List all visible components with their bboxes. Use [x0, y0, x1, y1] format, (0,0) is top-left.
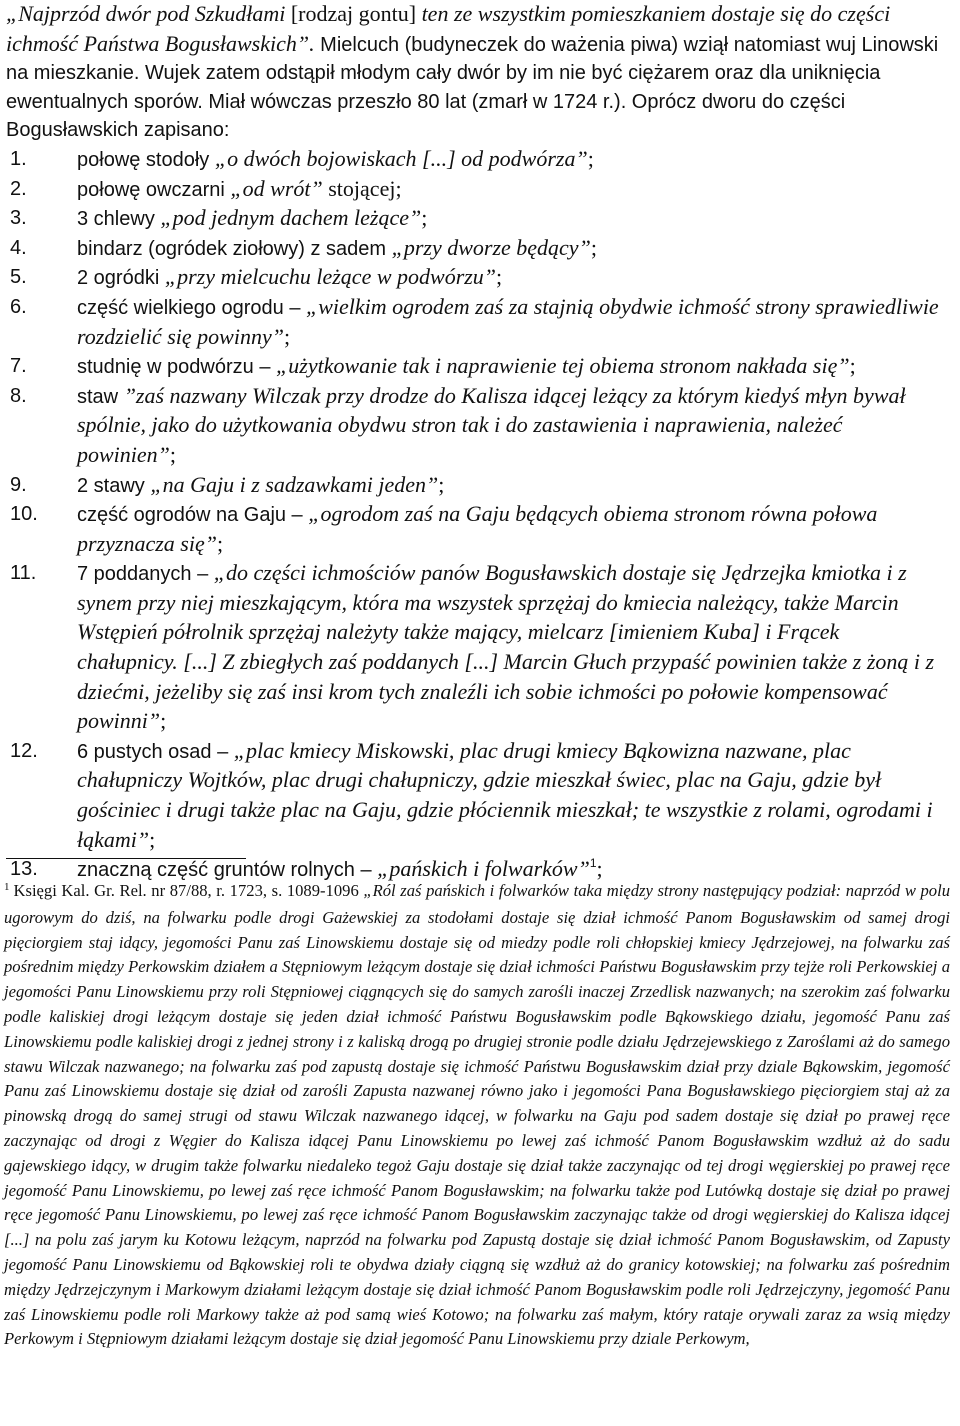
- footnote-separator: [6, 858, 246, 859]
- item-number: 2.: [10, 177, 27, 200]
- item-quote: „pod jednym dachem leżące”: [160, 205, 422, 231]
- list-item: [0, 175, 945, 205]
- item-punctuation: ;: [283, 323, 291, 349]
- intro-paragraph: [0, 0, 945, 145]
- item-number: 7.: [10, 355, 27, 378]
- intro-bracket-note: [rodzaj gontu]: [285, 1, 422, 26]
- item-punctuation: ;: [216, 530, 224, 556]
- list-item: [0, 204, 945, 234]
- item-quote: „do części ichmościów panów Bogusławskich dostaje się Jędrzejka kmiotka i z synem przy niej mieszkającym, która ma wszystek sprzężaj do kmiecia należący, także Marcin Wstępień półrolnik sprzężaj należyty także mający, mielcarz [imieniem Kuba] i Frącek chałupnicy. [...] Z zbiegłych zaś poddanych [...] Marcin Głuch przypaść powinien także z żoną i z dziećmi, jeżeliby się zaś insi krom tych znaleźli ich sobie ichmości po połowie kompensować powinni”: [77, 560, 935, 734]
- item-punctuation: ;: [496, 264, 503, 290]
- item-quote: „na Gaju i z sadzawkami jeden”: [150, 471, 439, 497]
- item-text: 2 stawy: [77, 474, 151, 497]
- item-text: znaczną część gruntów rolnych –: [77, 859, 378, 882]
- item-quote: „o dwóch bojowiskach [...] od podwórza”: [214, 145, 588, 171]
- list-item: [0, 234, 945, 264]
- list-item: [0, 471, 945, 501]
- list-item: [0, 500, 945, 559]
- item-punctuation: ;: [169, 441, 177, 467]
- intro-quote-1: „Najprzód dwór pod Szkudłami: [6, 1, 286, 26]
- list-item: [0, 145, 945, 175]
- item-quote: „pańskich i folwarków”: [377, 856, 590, 882]
- list-item: [0, 263, 945, 293]
- item-number: 13.: [10, 858, 38, 881]
- item-number: 12.: [10, 739, 38, 762]
- item-text: bindarz (ogródek ziołowy) z sadem: [77, 237, 392, 260]
- intro-body: Mielcuch (budyneczek do ważenia piwa) wziął natomiast wuj Linowski na mieszkanie. Wujek zatem odstąpił młodym cały dwór by im nie być ciężarem oraz dla uniknięcia ewentualnych sporów. Miał wówczas przeszło 80 lat (zmarł w 1724 r.). Oprócz dworu do części Bogusławskich zapisano:: [6, 33, 939, 142]
- item-punctuation: ;: [438, 471, 445, 497]
- item-number: 4.: [10, 236, 27, 259]
- item-number: 9.: [10, 473, 27, 496]
- item-text: 6 pustych osad –: [77, 740, 234, 763]
- item-text: 3 chlewy: [77, 208, 161, 231]
- item-punctuation: ;: [149, 826, 156, 852]
- item-punctuation: ;: [590, 234, 597, 260]
- list-item: [0, 293, 945, 352]
- footnote-reference[interactable]: 1: [589, 855, 597, 870]
- item-number: 11.: [10, 562, 37, 585]
- item-quote: „przy dworze będący”: [391, 234, 591, 260]
- item-text: część wielkiego ogrodu –: [77, 296, 307, 319]
- item-number: 10.: [10, 503, 38, 526]
- item-quote: „od wrót”: [230, 175, 323, 201]
- item-punctuation: ;: [596, 856, 603, 882]
- list-item: [0, 737, 945, 855]
- list-item: [0, 382, 945, 471]
- item-punctuation: ;: [421, 205, 428, 231]
- item-text: połowę owczarni: [77, 178, 231, 201]
- item-quote: „plac kmiecy Miskowski, plac drugi kmiecy Bąkowizna nazwane, plac chałupniczy Wojtków, plac drugi chałupniczy, gdzie mieszkał świec, plac na Gaju, gdzie był gościniec i drugi także plac na Gaju, gdzie płóciennik mieszkał; te wszystkie z rolami, ogrodami i łąkami”: [77, 737, 933, 852]
- item-punctuation: ;: [849, 353, 856, 379]
- item-number: 5.: [10, 266, 27, 289]
- intro-quote-2: ten ze wszystkim pomieszkaniem dostaje się do części ichmość Państwa Bogusławskich”.: [6, 1, 891, 56]
- item-number: 3.: [10, 207, 27, 230]
- list-item: [0, 352, 945, 382]
- item-quote: „wielkim ogrodem zaś za stajnią obydwie ichmość strony sprawiedliwie rozdzielić się powinny”: [77, 293, 939, 349]
- item-quote: ”zaś nazwany Wilczak przy drodze do Kalisza idącej leżący za którym kiedyś młyn bywał spólnie, jako do użytkowania obydwu stron tak i do zastawienia i naprawienia, należeć powinien”: [77, 382, 906, 467]
- item-number: 6.: [10, 295, 27, 318]
- item-text: 7 poddanych –: [77, 563, 214, 586]
- footnote: [4, 879, 950, 1352]
- item-punctuation: ;: [160, 708, 167, 734]
- item-text: 2 ogródki: [77, 267, 165, 290]
- item-punctuation: stojącej;: [322, 175, 402, 201]
- footnote-source: Księgi Kal. Gr. Rel. nr 87/88, r. 1723, s. 1089-1096: [13, 881, 359, 900]
- item-text: część ogrodów na Gaju –: [77, 504, 309, 527]
- item-text: staw: [77, 385, 124, 408]
- item-text: połowę stodoły: [77, 148, 215, 171]
- list-item: [0, 559, 945, 737]
- footnote-text: „Ról zaś pańskich i folwarków taka między strony następujący podział: naprzód w polu ugorowym do dziś, na folwarku podle drogi Gażewskiej za stodołami dostaje się dział ichmość Panom Bogusławskim od samej drogi pięciorgiem staj idący, jegomości Panu zaś Linowskiemu dostaje się od miedzy podle roli chłopskiej kmiecy Jędrzejowej, na folwarku zaś pośrednim między Perkowskim działem a Stępniowym leżącym dostaje się dział ichmości Państwu Bogusławskim przy tejże roli Perkowskiej a jegomości Panu Linowskiemu przy roli Stępniowej ciągnących się do samych zarośli inaczej Zrzedlisk nazwanych; na szerokim zaś folwarku podle kaliskiej drogi leżącym dostaje się jeden dział ichmość Państwu Bogusławskim podle Bąkowskiego działu, jegomość Panu zaś Linowskiemu podle kaliskiej drogi z jednej strony i z kaliską drogą po drugiej stronie podle działu Jędrzejewskiego z Zaroślami aż do samego stawu Wilczak nazwanego; na folwarku zaś pod zapustą dostaje się ichmość Państwu Bogusławskim dział przy dziale Bąkowskim, jegomość Panu zaś Linowskiemu dostaje się dział od zarośli Zapusta nazwanej równo jako i jegomości Pana Bogusławskiego pięciorgiem staj aż za pinowską drogą do samej strugi od stawu Wilczak nazwanego idącej, w folwarku na Gaju pod sadem dostaje się dział po prawej ręce zaczynając od drogi z Węgier do Kalisza idącej Panu Linowskiemu po lewej zaś ichmość Panom Bogusławskim wzdłuż aż do sadu gajewskiego idący, w drugim także folwarku niedaleko tegoż Gaju dostaje się dział także zaczynając od tej drogi węgierskiej po prawej ręce jegomość Panu Linowskiemu, po lewej zaś ręce ichmość Panom Bogusławskim; na folwarku także pod Lutówką dostaje się dział po prawej ręce jegomość Panu Linowskiemu, po lewej zaś ręce ichmość Panom Bogusławskim zaczynając także od drogi węgierskiej do Kalisza idącej [...] na polu zaś jarym ku Kotowu leżącym, naprzód na folwarku pod Zapustą dostaje się dział ichmość Panom Bogusławskim, od Zapusty jegomość Panu Linowskiemu od Bąkowskiej roli te obydwa działy ciągną się wzdłuż aż do granicy kotowskiej; na folwarku zaś pośrednim między Jędrzejczynym i Markowym działami leżącym dostaje się dział ichmość Panom Bogusławskim podle roli Jędrzejczyny, jegomość Panu zaś Linowskiemu podle roli Markowy także aż pod samą wieś Kotowo; na folwarku zaś małym, który rataje orywali zaraz za wsią między Perkowym i Stępniowym działami leżącym dostaje się dział jegomość Panu Linowskiemu przy dziale Perkowym,: [4, 881, 950, 1349]
- item-quote: „ogrodom zaś na Gaju będących obiema stronom równa połowa przyznacza się”: [77, 501, 878, 556]
- item-quote: „przy mielcuchu leżące w podwórzu”: [164, 264, 497, 290]
- item-list: [0, 145, 945, 885]
- item-number: 8.: [10, 384, 27, 407]
- item-text: studnię w podwórzu –: [77, 356, 277, 379]
- footnote-mark: 1: [4, 881, 10, 893]
- item-quote: „użytkowanie tak i naprawienie tej obiema stronom nakłada się”: [276, 353, 850, 379]
- item-punctuation: ;: [587, 145, 594, 171]
- item-number: 1.: [10, 147, 27, 170]
